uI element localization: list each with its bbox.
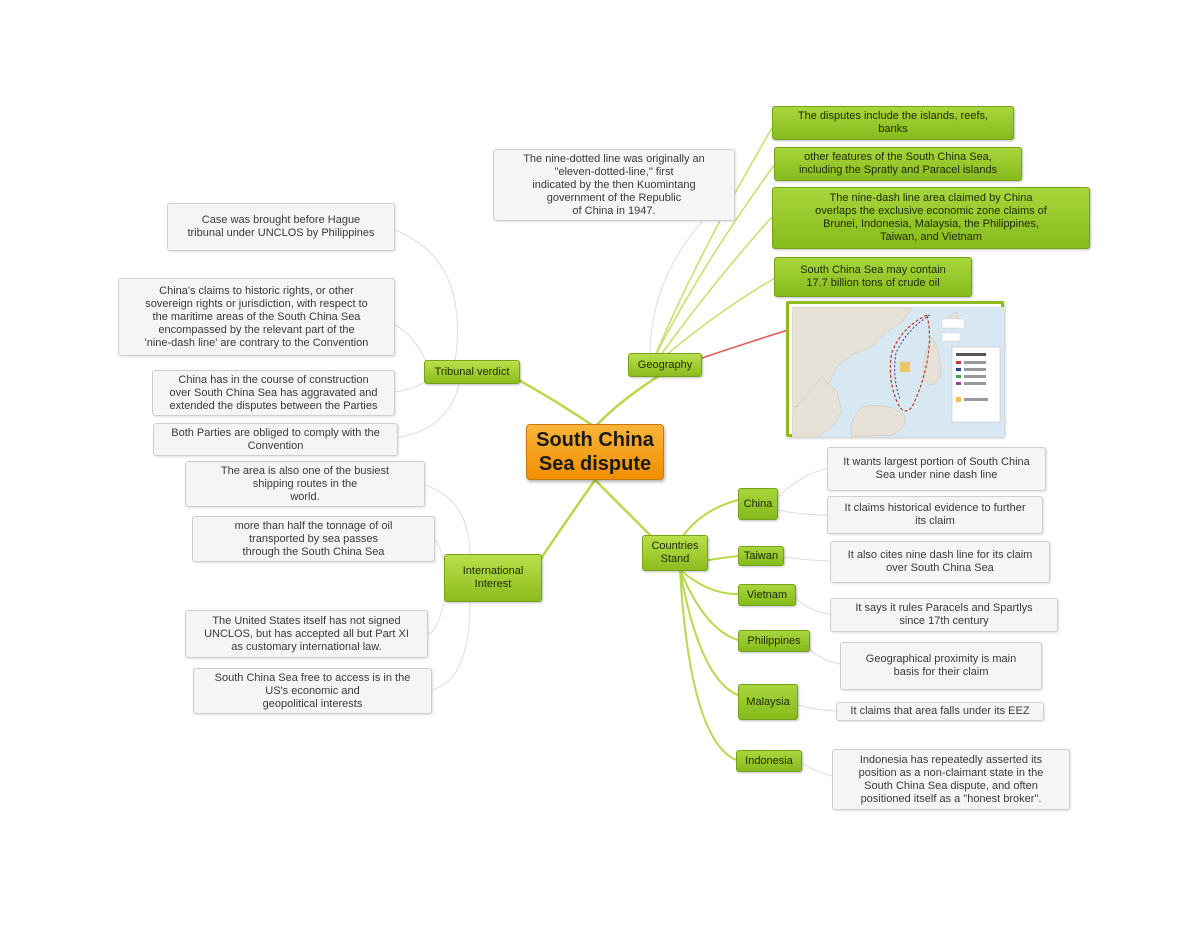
link-central-geography bbox=[595, 372, 665, 427]
link-china-note-2 bbox=[778, 510, 828, 515]
link-indonesia-note bbox=[800, 762, 832, 776]
indonesia-note-honest-broker[interactable]: Indonesia has repeatedly asserted its position as a non-claimant state in the South China Sea dispute, and often positioned itself as a "honest broker". bbox=[832, 749, 1070, 810]
tribunal-note-construction[interactable]: China has in the course of construction over South China Sea has aggravated and extended the disputes between the Parties bbox=[152, 370, 395, 416]
country-vietnam[interactable]: Vietnam bbox=[738, 584, 796, 606]
tribunal-note-hague[interactable]: Case was brought before Hague tribunal under UNCLOS by Philippines bbox=[167, 203, 395, 251]
map-illustration bbox=[792, 307, 1004, 437]
link-trib-1 bbox=[395, 230, 458, 362]
philippines-note-proximity[interactable]: Geographical proximity is main basis for their claim bbox=[840, 642, 1042, 690]
link-geo-3 bbox=[660, 217, 772, 356]
central-topic[interactable]: South China Sea dispute bbox=[526, 424, 664, 480]
south-china-sea-map-image bbox=[786, 301, 1004, 437]
geo-note-eleven-dotted[interactable]: The nine-dotted line was originally an "eleven-dotted-line," first indicated by the then Kuomintang government of the Republic of China in 1947. bbox=[493, 149, 735, 221]
link-int-4 bbox=[432, 602, 470, 690]
china-note-largest-portion[interactable]: It wants largest portion of South China Sea under nine dash line bbox=[827, 447, 1046, 491]
international-note-shipping[interactable]: The area is also one of the busiest shipping routes in the world. bbox=[185, 461, 425, 507]
country-malaysia[interactable]: Malaysia bbox=[738, 684, 798, 720]
branch-international-interest[interactable]: International Interest bbox=[444, 554, 542, 602]
malaysia-note-eez[interactable]: It claims that area falls under its EEZ bbox=[836, 702, 1044, 721]
country-philippines[interactable]: Philippines bbox=[738, 630, 810, 652]
geo-note-disputes[interactable]: The disputes include the islands, reefs, banks bbox=[772, 106, 1014, 140]
country-indonesia[interactable]: Indonesia bbox=[736, 750, 802, 772]
china-note-historical-evidence[interactable]: It claims historical evidence to further its claim bbox=[827, 496, 1043, 534]
country-china[interactable]: China bbox=[738, 488, 778, 520]
international-note-unclos[interactable]: The United States itself has not signed UNCLOS, but has accepted all but Part XI as customary international law. bbox=[185, 610, 428, 658]
link-countries-china bbox=[680, 500, 738, 540]
geo-note-crude-oil[interactable]: South China Sea may contain 17.7 billion tons of crude oil bbox=[774, 257, 972, 297]
link-malaysia-note bbox=[798, 705, 836, 711]
link-taiwan-note bbox=[784, 557, 830, 561]
link-central-tribunal bbox=[515, 378, 595, 427]
link-china-note-1 bbox=[778, 468, 828, 497]
link-geo-image bbox=[690, 330, 788, 362]
international-note-free-access[interactable]: South China Sea free to access is in the US's economic and geopolitical interests bbox=[193, 668, 432, 714]
branch-tribunal-verdict[interactable]: Tribunal verdict bbox=[424, 360, 520, 384]
tribunal-note-comply[interactable]: Both Parties are obliged to comply with the Convention bbox=[153, 423, 398, 456]
link-trib-3 bbox=[395, 382, 426, 392]
link-philippines-note bbox=[806, 646, 840, 664]
branch-countries-stand[interactable]: Countries Stand bbox=[642, 535, 708, 571]
link-geo-4 bbox=[665, 278, 775, 356]
branch-geography[interactable]: Geography bbox=[628, 353, 702, 377]
geo-note-nine-dash[interactable]: The nine-dash line area claimed by China overlaps the exclusive economic zone claims of Brunei, Indonesia, Malaysia, the Philippines, Taiwan, and Vietnam bbox=[772, 187, 1090, 249]
tribunal-note-historic-rights[interactable]: China's claims to historic rights, or other sovereign rights or jurisdiction, with respect to the maritime areas of the South China Sea encompassed by the relevant part of the 'nine-dash line' are contrary to the Convention bbox=[118, 278, 395, 356]
link-vietnam-note bbox=[796, 598, 830, 614]
country-taiwan[interactable]: Taiwan bbox=[738, 546, 784, 566]
link-trib-4 bbox=[395, 380, 460, 438]
vietnam-note-paracels[interactable]: It says it rules Paracels and Spartlys since 17th century bbox=[830, 598, 1058, 632]
link-central-international bbox=[540, 480, 595, 560]
taiwan-note-nine-dash[interactable]: It also cites nine dash line for its claim over South China Sea bbox=[830, 541, 1050, 583]
international-note-oil-tonnage[interactable]: more than half the tonnage of oil transported by sea passes through the South China Sea bbox=[192, 516, 435, 562]
geo-note-features[interactable]: other features of the South China Sea, including the Spratly and Paracel islands bbox=[774, 147, 1022, 181]
link-countries-philippines bbox=[680, 570, 738, 640]
